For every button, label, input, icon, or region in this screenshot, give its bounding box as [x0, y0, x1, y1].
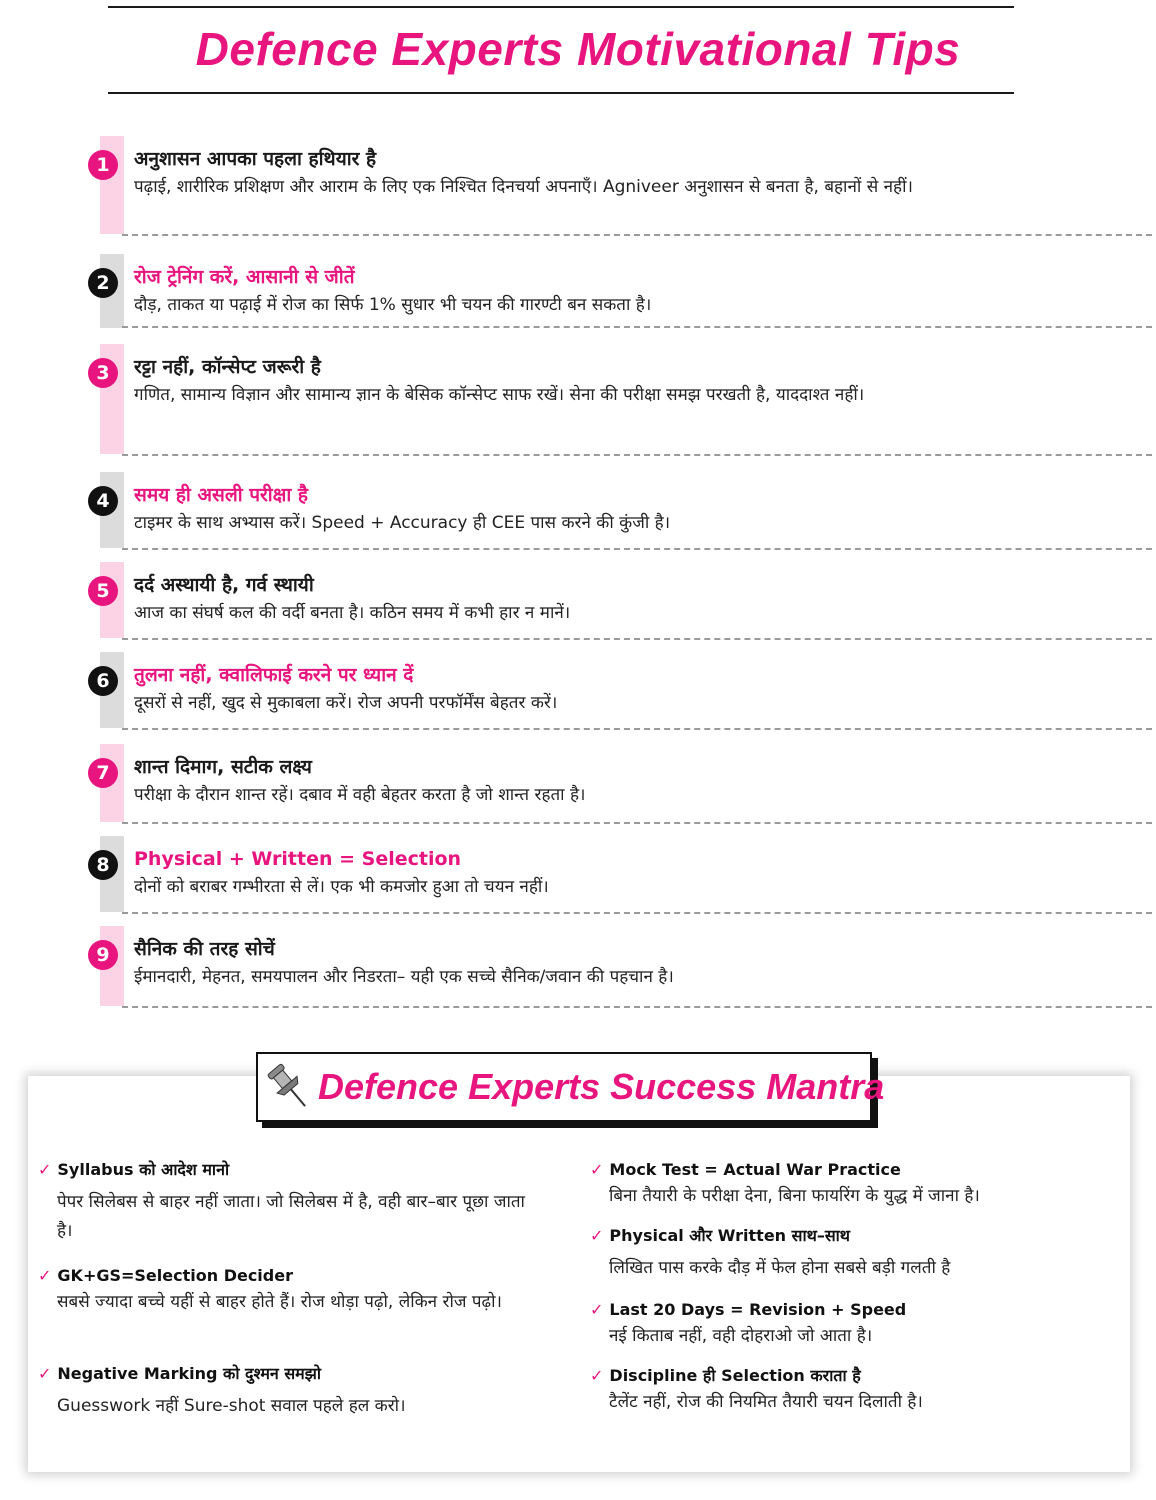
- tip-divider: [122, 822, 1152, 824]
- mantra-item-heading: [38, 1264, 538, 1288]
- tip-title: सैनिक की तरह सोचें: [134, 938, 275, 960]
- tip-body: गणित, सामान्य विज्ञान और सामान्य ज्ञान के बेसिक कॉन्सेप्ट साफ रखें। सेना की परीक्षा समझ परखती है, याददाश्त नहीं।: [134, 385, 865, 405]
- tip-title: समय ही असली परीक्षा है: [134, 484, 308, 506]
- mantra-item: [590, 1364, 1120, 1417]
- mantra-item-heading: [590, 1158, 1120, 1182]
- top-rule: [108, 6, 1014, 8]
- tip-divider: [122, 548, 1152, 550]
- mantra-item-body: बिना तैयारी के परीक्षा देना, बिना फायरिंग के युद्ध में जाना है।: [609, 1186, 980, 1206]
- mantra-item: [590, 1224, 1120, 1283]
- tip-divider: [122, 728, 1152, 730]
- checkmark-icon: ✓: [38, 1364, 52, 1383]
- success-mantra-title: Defence Experts Success Mantra: [318, 1066, 885, 1107]
- checkmark-icon: ✓: [38, 1160, 52, 1179]
- mantra-item-heading-text: GK+GS=Selection Decider: [57, 1266, 293, 1285]
- mantra-item-body: सबसे ज्यादा बच्चे यहीं से बाहर होते हैं। रोज थोड़ा पढ़ो, लेकिन रोज पढ़ो।: [57, 1292, 502, 1312]
- mantra-item: [38, 1158, 538, 1246]
- pushpin-icon: [266, 1058, 312, 1116]
- tip-body: दौड़, ताकत या पढ़ाई में रोज का सिर्फ 1% सुधार भी चयन की गारण्टी बन सकता है।: [134, 295, 652, 315]
- mantra-item-body: टैलेंट नहीं, रोज की नियमित तैयारी चयन दिलाती है।: [609, 1392, 923, 1412]
- tip-divider: [122, 912, 1152, 914]
- title-underline: [108, 92, 1014, 94]
- tip-number-badge: 7: [88, 758, 118, 788]
- tip-divider: [122, 234, 1152, 236]
- mantra-item-body: लिखित पास करके दौड़ में फेल होना सबसे बड़ी गलती है: [609, 1258, 951, 1278]
- tip-title: शान्त दिमाग, सटीक लक्ष्य: [134, 756, 312, 778]
- tip-body: परीक्षा के दौरान शान्त रहें। दबाव में वही बेहतर करता है जो शान्त रहता है।: [134, 785, 586, 805]
- mantra-item-heading-text: Negative Marking को दुश्मन समझो: [57, 1364, 321, 1383]
- success-mantra-header: [256, 1052, 885, 1122]
- checkmark-icon: ✓: [38, 1266, 52, 1285]
- tip-body: टाइमर के साथ अभ्यास करें। Speed + Accuracy ही CEE पास करने की कुंजी है।: [134, 513, 671, 533]
- tip-number-badge: 1: [88, 150, 118, 180]
- tip-body: पढ़ाई, शारीरिक प्रशिक्षण और आराम के लिए एक निश्चित दिनचर्या अपनाएँ। Agniveer अनुशासन से बनता है, बहानों से नहीं।: [134, 177, 913, 197]
- tip-number-badge: 2: [88, 268, 118, 298]
- tip-title: रोज ट्रेनिंग करें, आसानी से जीतें: [134, 266, 355, 288]
- page-title: Defence Experts Motivational Tips: [195, 23, 961, 75]
- tip-body: दूसरों से नहीं, खुद से मुकाबला करें। रोज अपनी परफॉर्मेंस बेहतर करें।: [134, 693, 558, 713]
- tip-number-badge: 5: [88, 576, 118, 606]
- mantra-item-heading-text: Physical और Written साथ–साथ: [609, 1226, 850, 1245]
- mantra-item-body: पेपर सिलेबस से बाहर नहीं जाता। जो सिलेबस में है, वही बार–बार पूछा जाता है।: [57, 1192, 525, 1241]
- mantra-item-heading-text: Discipline ही Selection कराता है: [609, 1366, 861, 1385]
- tip-body: दोनों को बराबर गम्भीरता से लें। एक भी कमजोर हुआ तो चयन नहीं।: [134, 877, 549, 897]
- tip-divider: [122, 326, 1152, 328]
- mantra-item-heading: [38, 1362, 538, 1386]
- mantra-item-heading: [590, 1224, 1120, 1248]
- tip-number-badge: 8: [88, 850, 118, 880]
- tip-divider: [122, 638, 1152, 640]
- mantra-item-heading: [38, 1158, 538, 1182]
- mantra-item-heading: [590, 1298, 1120, 1322]
- tip-number-badge: 6: [88, 666, 118, 696]
- tip-body: आज का संघर्ष कल की वर्दी बनता है। कठिन समय में कभी हार न मानें।: [134, 603, 571, 623]
- mantra-item: [38, 1264, 538, 1317]
- mantra-item-body: नई किताब नहीं, वही दोहराओ जो आता है।: [609, 1326, 873, 1346]
- tip-number-badge: 9: [88, 940, 118, 970]
- mantra-item-heading-text: Mock Test = Actual War Practice: [609, 1160, 901, 1179]
- checkmark-icon: ✓: [590, 1226, 604, 1245]
- mantra-item-body: Guesswork नहीं Sure-shot सवाल पहले हल करो।: [57, 1396, 406, 1416]
- checkmark-icon: ✓: [590, 1366, 604, 1385]
- tip-divider: [122, 1006, 1152, 1008]
- tip-divider: [122, 454, 1152, 456]
- mantra-item-heading-text: Last 20 Days = Revision + Speed: [609, 1300, 907, 1319]
- checkmark-icon: ✓: [590, 1160, 604, 1179]
- mantra-item-heading-text: Syllabus को आदेश मानो: [57, 1160, 230, 1179]
- mantra-item: [590, 1158, 1120, 1211]
- tip-number-badge: 4: [88, 486, 118, 516]
- mantra-item: [590, 1298, 1120, 1351]
- mantra-item-heading: [590, 1364, 1120, 1388]
- tip-title: अनुशासन आपका पहला हथियार है: [134, 148, 377, 170]
- mantra-item: [38, 1362, 538, 1421]
- tip-title: दर्द अस्थायी है, गर्व स्थायी: [134, 574, 314, 596]
- tip-number-badge: 3: [88, 358, 118, 388]
- tip-body: ईमानदारी, मेहनत, समयपालन और निडरता– यही एक सच्चे सैनिक/जवान की पहचान है।: [134, 967, 674, 987]
- checkmark-icon: ✓: [590, 1300, 604, 1319]
- tip-title: Physical + Written = Selection: [134, 848, 462, 870]
- tip-title: रट्टा नहीं, कॉन्सेप्ट जरूरी है: [134, 356, 321, 378]
- tip-title: तुलना नहीं, क्वालिफाई करने पर ध्यान दें: [134, 664, 414, 686]
